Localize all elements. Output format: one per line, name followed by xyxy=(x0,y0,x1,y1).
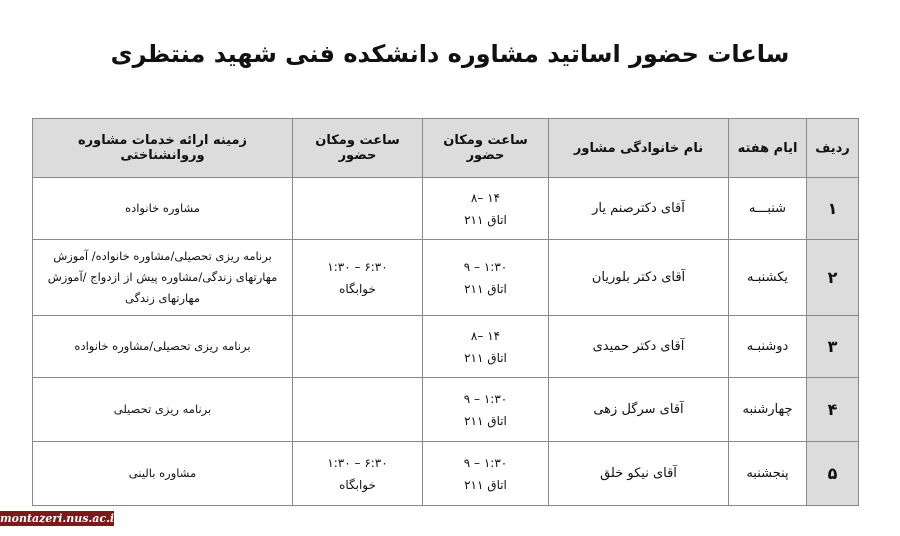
service-line: مشاوره خانواده xyxy=(125,201,200,215)
location: اتاق ۲۱۱ xyxy=(464,413,507,428)
row-service-field xyxy=(33,378,293,442)
location: اتاق ۲۱۱ xyxy=(464,350,507,365)
service-line: برنامه ریزی تحصیلی/مشاوره خانواده xyxy=(74,339,251,353)
service-line: برنامه ریزی تحصیلی xyxy=(113,402,212,416)
table-row xyxy=(33,240,859,316)
header-row-number: ردیف xyxy=(807,119,859,178)
row-time-place-1 xyxy=(423,442,549,506)
time-range: ۶:۳۰ – ۱:۳۰ xyxy=(327,259,388,274)
page-title: ساعات حضور اساتید مشاوره دانشکده فنی شهید منتظری xyxy=(110,40,790,68)
row-weekday: یکشنبـه xyxy=(729,240,807,316)
location: اتاق ۲۱۱ xyxy=(464,281,507,296)
row-time-place-1 xyxy=(423,178,549,240)
row-time-place-2 xyxy=(293,178,423,240)
service-line: مشاوره بالینی xyxy=(128,466,197,480)
row-weekday: شنبـــه xyxy=(729,178,807,240)
row-time-place-2 xyxy=(293,378,423,442)
site-watermark: montazeri.nus.ac.ir xyxy=(0,512,120,525)
header-time-place-1: ساعت ومکان حضور xyxy=(423,119,549,178)
time-range: ۶:۳۰ – ۱:۳۰ xyxy=(327,455,388,470)
row-number: ۴ xyxy=(807,378,859,442)
header-service-field: زمینه ارائه خدمات مشاوره وروانشناختی xyxy=(33,119,293,178)
service-line: برنامه ریزی تحصیلی/مشاوره خانواده/ آموزش xyxy=(53,249,272,263)
row-weekday: چهارشنبه xyxy=(729,378,807,442)
location: خوابگاه xyxy=(339,477,376,492)
row-time-place-1 xyxy=(423,378,549,442)
location: اتاق ۲۱۱ xyxy=(464,212,507,227)
row-time-place-2 xyxy=(293,240,423,316)
location: خوابگاه xyxy=(339,281,376,296)
location: اتاق ۲۱۱ xyxy=(464,477,507,492)
time-range: ۱:۳۰ – ۹ xyxy=(463,259,508,274)
header-time-place-2: ساعت ومکان حضور xyxy=(293,119,423,178)
row-counselor-name: آقای دکتر حمیدی xyxy=(549,316,729,378)
row-service-field xyxy=(33,240,293,316)
row-time-place-2 xyxy=(293,316,423,378)
service-line: مهارتهای زندگی/مشاوره پیش از ازدواج /آموزش xyxy=(47,270,278,284)
time-range: ۱۴ –۸ xyxy=(470,190,501,205)
time-range: ۱۴ –۸ xyxy=(470,328,501,343)
row-counselor-name: آقای دکترصنم یار xyxy=(549,178,729,240)
row-number: ۱ xyxy=(807,178,859,240)
row-weekday: دوشنبـه xyxy=(729,316,807,378)
table-header-row xyxy=(33,119,859,178)
counseling-schedule-table xyxy=(32,118,859,506)
row-time-place-1 xyxy=(423,240,549,316)
row-time-place-2 xyxy=(293,442,423,506)
row-counselor-name: آقای نیکو خلق xyxy=(549,442,729,506)
row-counselor-name: آقای سرگل زهی xyxy=(549,378,729,442)
header-counselor-name: نام خانوادگی مشاور xyxy=(549,119,729,178)
row-service-field xyxy=(33,178,293,240)
time-range: ۱:۳۰ – ۹ xyxy=(463,391,508,406)
row-service-field xyxy=(33,442,293,506)
table-row xyxy=(33,378,859,442)
row-time-place-1 xyxy=(423,316,549,378)
table-row xyxy=(33,178,859,240)
row-number: ۳ xyxy=(807,316,859,378)
row-service-field xyxy=(33,316,293,378)
service-line: مهارتهای زندگی xyxy=(124,291,201,305)
time-range: ۱:۳۰ – ۹ xyxy=(463,455,508,470)
row-weekday: پنجشنبه xyxy=(729,442,807,506)
row-number: ۵ xyxy=(807,442,859,506)
row-number: ۲ xyxy=(807,240,859,316)
row-counselor-name: آقای دکتر بلوریان xyxy=(549,240,729,316)
table-row xyxy=(33,316,859,378)
header-weekday: ایام هفته xyxy=(729,119,807,178)
table-row xyxy=(33,442,859,506)
